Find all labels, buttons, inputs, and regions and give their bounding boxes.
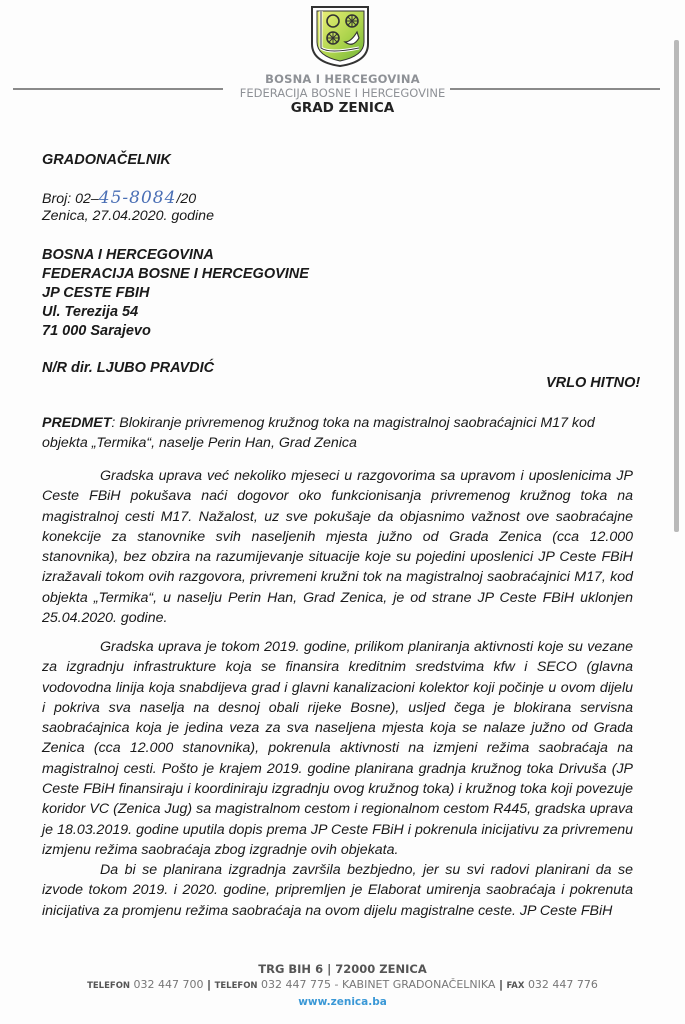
fax-value: 032 447 776 (527, 978, 598, 991)
fax-label: FAX (506, 981, 525, 991)
sender-office: GRADONAČELNIK (42, 152, 171, 168)
recipient-line-1: BOSNA I HERCEGOVINA (42, 247, 214, 263)
letterhead-federation: FEDERACIJA BOSNE I HERCEGOVINE (239, 86, 446, 100)
website-link[interactable]: www.zenica.ba (298, 996, 387, 1008)
recipient-line-3: JP CESTE FBIH (42, 285, 150, 301)
phone1-value: 032 447 700 (133, 978, 204, 991)
letterhead-city: GRAD ZENICA (290, 100, 395, 116)
urgency-label: VRLO HITNO! (546, 375, 641, 391)
recipient-line-2: FEDERACIJA BOSNE I HERCEGOVINE (42, 266, 309, 282)
handwritten-reference: 45-8084 (98, 188, 177, 208)
phone1-label: TELEFON (87, 981, 131, 991)
body-paragraph-3 (42, 860, 633, 921)
footer-address: TRG BIH 6 | 72000 ZENICA (258, 962, 427, 976)
reference-prefix: Broj: 02– (42, 191, 99, 207)
subject-line (42, 413, 632, 453)
body-paragraph-1 (42, 466, 633, 628)
body-paragraph-1-text: Gradska uprava već nekoliko mjeseci u razgovorima sa upravom i uposlenicima JP Ceste FBiH pokušava naći dogovor oko funkcionisanja privremenog kružnog toka na magistralnoj cesti M17. Nažalost, uz sve pokušaje da objasnimo važnost ove saobraćajne konekcije za stanovnike svih naseljenih mjesta južno od Grada Zenica (cca 12.000 stanovnika), bez obzira na razumijevanje situacije koje su pojedini uposlenici JP Ceste FBiH izražavali tokom ovih razgovora, privremeni kružni tok na magistralnoj saobraćajnici M17, kod objekta „Termika“, u naselju Perin Han, Grad Zenica, je od strane JP Ceste FBiH uklonjen 25.04.2020. godine. (42, 468, 633, 627)
recipient-attention: N/R dir. LJUBO PRAVDIĆ (42, 360, 215, 376)
phone2-label: TELEFON (214, 981, 258, 991)
phone2-value: 032 447 775 - KABINET GRADONAČELNIKA (261, 978, 496, 991)
vertical-scrollbar[interactable] (674, 40, 679, 532)
body-paragraph-2 (42, 637, 633, 860)
body-paragraph-3-text: Da bi se planirana izgradnja završila bezbjedno, jer su svi radovi planirani da se izvode tokom 2019. i 2020. godine, pripremljen je Elaborat umirenja saobraćaja i pokrenuta inicijativa za promjenu režima saobraćaja na ovom dijelu magistralne ceste. JP Ceste FBiH (42, 862, 633, 919)
subject-text: : Blokiranje privremenog kružnog toka na magistralnoj saobraćajnici M17 kod objekta „Termika“, naselje Perin Han, Grad Zenica (42, 415, 595, 451)
recipient-line-5: 71 000 Sarajevo (42, 323, 151, 339)
reference-suffix: /20 (176, 191, 197, 207)
letterhead-country: BOSNA I HERCEGOVINA (265, 72, 420, 86)
recipient-line-4: Ul. Terezija 54 (42, 304, 139, 320)
subject-label: PREDMET (42, 415, 112, 431)
footer-phones: TELEFON 032 447 700 | TELEFON 032 447 775 - KABINET GRADONAČELNIKA | FAX 032 447 776 (87, 978, 598, 991)
coat-of-arms-icon (309, 4, 371, 68)
reference-number (42, 188, 196, 208)
body-paragraph-2-text: Gradska uprava je tokom 2019. godine, prilikom planiranja aktivnosti koje su vezane za izgradnju infrastrukture koja se finansira kreditnim sredstvima kfw i SECO (glavna vodovodna linija koja snabdijeva grad i glavni kanalizacioni kolektor koji počinje u ovom dijelu i pokriva sva naselja na desnoj obali rijeke Bosne), usljed čega je blokirana servisna saobraćajnica koja je jedina veza za sva naseljena mjesta koja se nalaze južno od Grada Zenica (cca 12.000 stanovnika), pokrenula aktivnosti na izmjeni režima saobraćaja na magistralnoj cesti. Pošto je krajem 2019. godine planirana gradnja kružnog toka Drivuša (JP Ceste FBiH finansiraju i koordiniraju izgradnju ovog kružnog toka) i kružnog toka koji povezuje koridor VC (Zenica Jug) sa magistralnom cestom i regionalnom cestom R445, gradska uprava je 18.03.2019. godine uputila dopis prema JP Ceste FBiH i pokrenula inicijativu za privremenu izmjenu režima saobraćaja zbog izgradnje ovih objekata. (42, 639, 633, 858)
letter-date: Zenica, 27.04.2020. godine (42, 208, 214, 224)
